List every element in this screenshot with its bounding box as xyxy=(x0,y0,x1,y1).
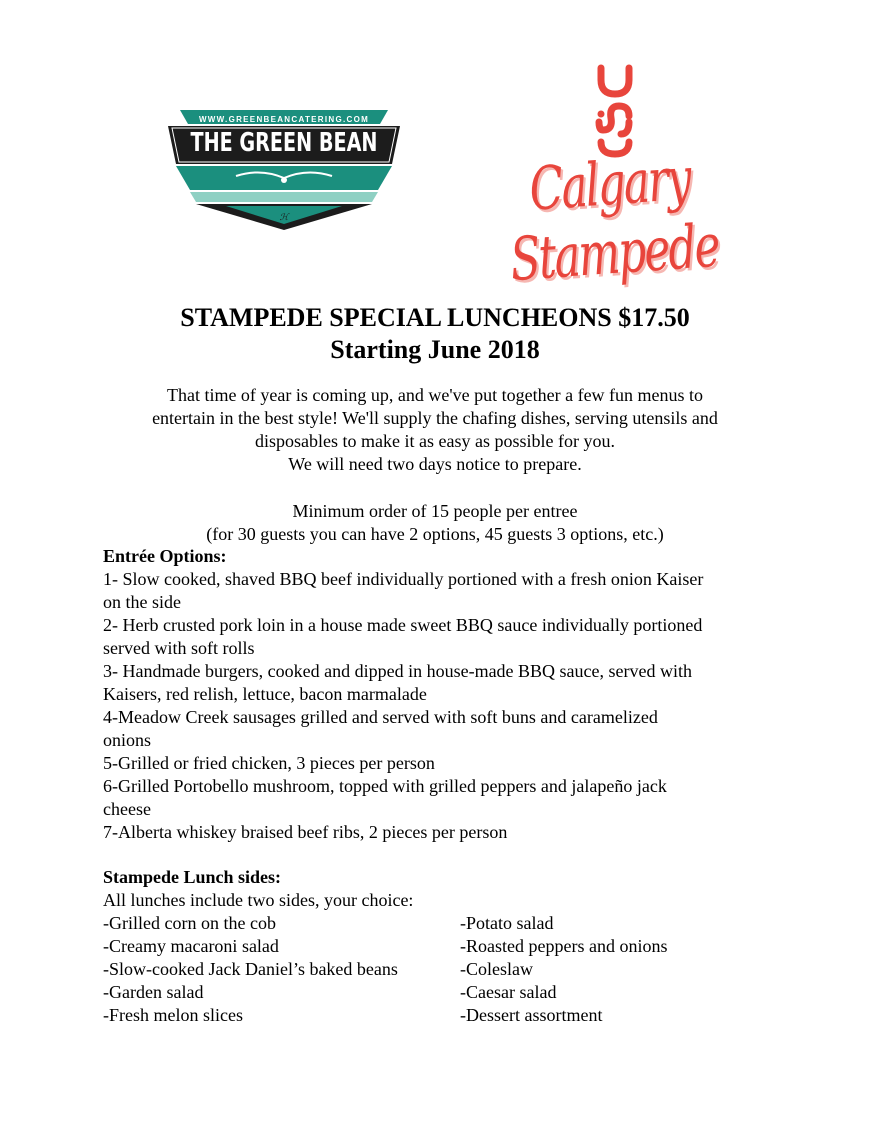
side-item: -Coleslaw xyxy=(460,959,533,979)
sides-list-right xyxy=(460,912,667,1027)
entree-line: 7-Alberta whiskey braised beef ribs, 2 pieces per person xyxy=(103,822,508,842)
intro-line: That time of year is coming up, and we've put together a few fun menus to xyxy=(166,385,704,405)
side-item: -Caesar salad xyxy=(460,982,557,1002)
side-item: -Fresh melon slices xyxy=(103,1005,243,1025)
side-item: -Grilled corn on the cob xyxy=(103,913,276,933)
page-title: STAMPEDE SPECIAL LUNCHEONS $17.50 xyxy=(180,303,690,332)
side-item: -Garden salad xyxy=(103,982,204,1002)
minimum-order-detail: (for 30 guests you can have 2 options, 45 guests 3 options, etc.) xyxy=(206,524,664,544)
green-bean-logo xyxy=(166,110,402,232)
minimum-order-line: Minimum order of 15 people per entree xyxy=(292,501,578,521)
sides-header xyxy=(103,866,413,912)
sides-list-left xyxy=(103,912,398,1027)
entree-line: 6-Grilled Portobello mushroom, topped with grilled peppers and jalapeño jack xyxy=(103,776,667,796)
entree-line: Kaisers, red relish, lettuce, bacon marmalade xyxy=(103,684,427,704)
side-item: -Slow-cooked Jack Daniel’s baked beans xyxy=(103,959,398,979)
entree-line: onions xyxy=(103,730,152,750)
side-item: -Potato salad xyxy=(460,913,554,933)
green-bean-name: THE GREEN BEAN xyxy=(190,128,378,158)
entree-line: 5-Grilled or fried chicken, 3 pieces per person xyxy=(103,753,435,773)
intro-line: We will need two days notice to prepare. xyxy=(288,454,582,474)
entree-line: 2- Herb crusted pork loin in a house made sweet BBQ sauce individually portioned xyxy=(103,615,703,635)
minimum-order-note xyxy=(0,500,870,546)
intro-line: disposables to make it as easy as possible for you. xyxy=(255,431,615,451)
calgary-stampede-logo xyxy=(462,60,762,295)
intro-line: entertain in the best style! We'll supply the chafing dishes, serving utensils and xyxy=(152,408,718,428)
sides-intro: All lunches include two sides, your choice: xyxy=(103,890,414,910)
entree-options xyxy=(103,545,703,844)
side-item: -Dessert assortment xyxy=(460,1005,603,1025)
side-item: -Creamy macaroni salad xyxy=(103,936,279,956)
cs-monogram-icon xyxy=(595,60,635,160)
svg-text:ℋ: ℋ xyxy=(279,213,289,223)
entree-line: 4-Meadow Creek sausages grilled and served with soft buns and caramelized xyxy=(103,707,658,727)
page-subtitle: Starting June 2018 xyxy=(330,335,540,364)
entree-line: on the side xyxy=(103,592,181,612)
side-item: -Roasted peppers and onions xyxy=(460,936,668,956)
green-bean-url: WWW.GREENBEANCATERING.COM xyxy=(198,115,370,124)
intro-paragraph xyxy=(0,384,870,476)
calgary-stampede-wordmark: Calgary Stampede xyxy=(508,144,721,295)
entree-line: 1- Slow cooked, shaved BBQ beef individually portioned with a fresh onion Kaiser xyxy=(103,569,704,589)
sides-heading: Stampede Lunch sides: xyxy=(103,867,282,887)
entree-line: 3- Handmade burgers, cooked and dipped in house-made BBQ sauce, served with xyxy=(103,661,693,681)
entree-line: cheese xyxy=(103,799,151,819)
entree-line: served with soft rolls xyxy=(103,638,255,658)
entree-heading: Entrée Options: xyxy=(103,546,227,566)
